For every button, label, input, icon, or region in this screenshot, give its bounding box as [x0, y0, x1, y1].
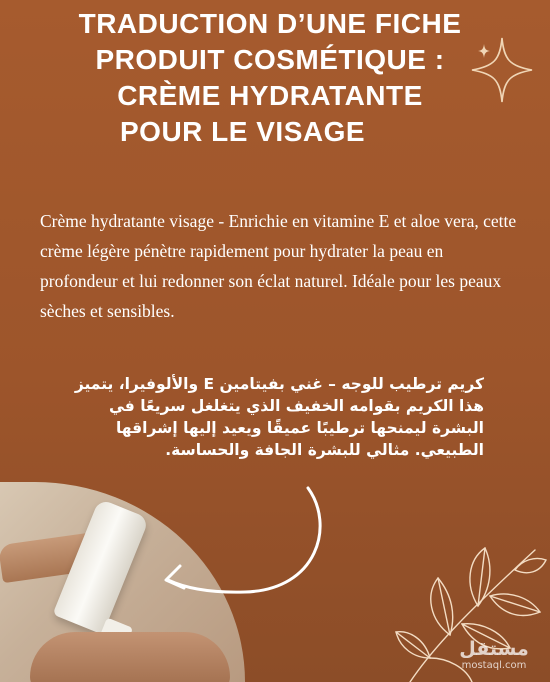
- curved-arrow-icon: [150, 480, 340, 610]
- arabic-description: كريم ترطيب للوجه – غني بفيتامين E والألوفيرا، يتميز هذا الكريم بقوامه الخفيف الذي يتغلغل سريعًا في البشرة ليمنحها ترطيبًا عميقًا ويعيد إليها إشراقها الطبيعي. مثالي للبشرة الجافة والحساسة.: [74, 375, 484, 459]
- french-description: Crème hydratante visage - Enrichie en vitamine E et aloe vera, cette crème légère pénètre rapidement pour hydrater la peau en profondeur et lui redonner son éclat naturel. Idéale pour les peaux sèches et sensibles.: [40, 211, 517, 321]
- page-title: [40, 6, 500, 150]
- title-line-2: PRODUIT COSMÉTIQUE :: [95, 44, 445, 75]
- title-line-1: TRADUCTION D’UNE FICHE: [78, 8, 462, 39]
- sparkle-icon: [462, 30, 542, 110]
- mostaql-watermark: [454, 638, 534, 672]
- watermark-logo: مستقل: [459, 638, 529, 660]
- watermark-url: mostaql.com: [461, 660, 527, 671]
- title-line-3: CRÈME HYDRATANTE: [117, 80, 423, 111]
- title-line-4: POUR LE VISAGE: [120, 116, 366, 147]
- open-palm: [30, 632, 230, 682]
